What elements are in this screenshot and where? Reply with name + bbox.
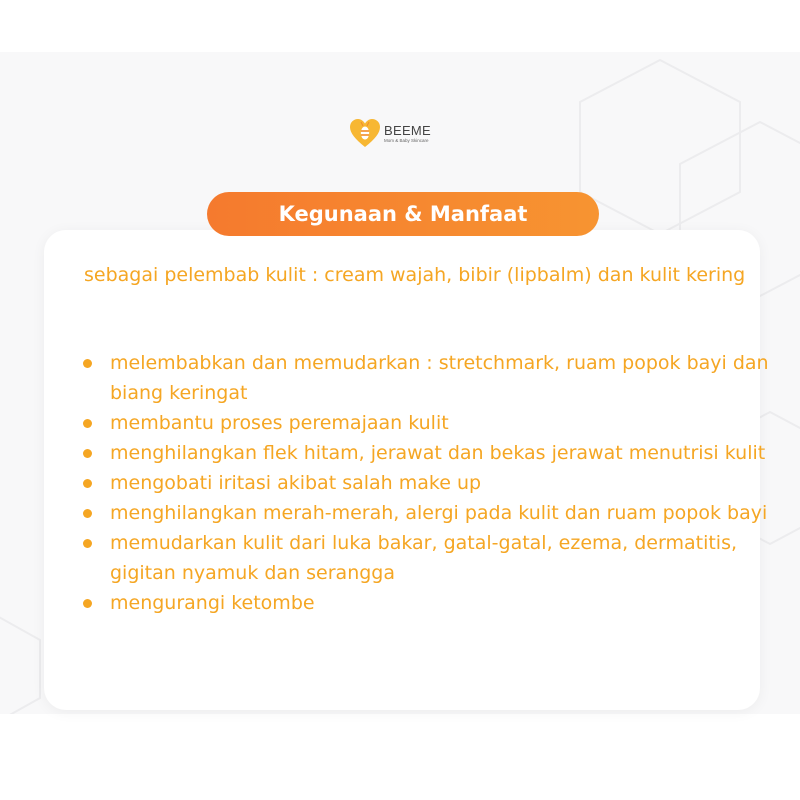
bullet-icon — [83, 419, 92, 428]
bullet-icon — [83, 509, 92, 518]
benefit-text: melembabkan dan memudarkan : stretchmark, ruam popok bayi dan biang keringat — [110, 352, 769, 404]
list-item — [80, 498, 770, 528]
benefit-text: mengobati iritasi akibat salah make up — [110, 472, 482, 494]
brand-logo — [349, 117, 431, 151]
list-item — [80, 438, 770, 468]
bullet-icon — [83, 539, 92, 548]
list-item — [80, 348, 770, 408]
benefit-text: membantu proses peremajaan kulit — [110, 412, 449, 434]
bullet-icon — [83, 479, 92, 488]
list-item — [80, 588, 770, 618]
intro-text: sebagai pelembab kulit : cream wajah, bibir (lipbalm) dan kulit kering — [84, 264, 746, 286]
bullet-icon — [83, 359, 92, 368]
benefits-list — [80, 348, 770, 618]
bullet-icon — [83, 449, 92, 458]
brand-tagline: Mom & Baby Skincare — [384, 138, 429, 144]
brand-name: BEEME — [384, 123, 432, 139]
section-title: Kegunaan & Manfaat — [207, 192, 599, 236]
benefit-text: memudarkan kulit dari luka bakar, gatal-gatal, ezema, dermatitis, gigitan nyamuk dan serangga — [110, 532, 738, 584]
benefit-text: menghilangkan merah-merah, alergi pada kulit dan ruam popok bayi — [110, 502, 768, 524]
list-item — [80, 528, 770, 588]
benefit-text: mengurangi ketombe — [110, 592, 315, 614]
bullet-icon — [83, 599, 92, 608]
heart-bee-icon — [349, 118, 381, 150]
list-item — [80, 408, 770, 438]
benefit-text: menghilangkan flek hitam, jerawat dan bekas jerawat menutrisi kulit — [110, 442, 766, 464]
list-item — [80, 468, 770, 498]
